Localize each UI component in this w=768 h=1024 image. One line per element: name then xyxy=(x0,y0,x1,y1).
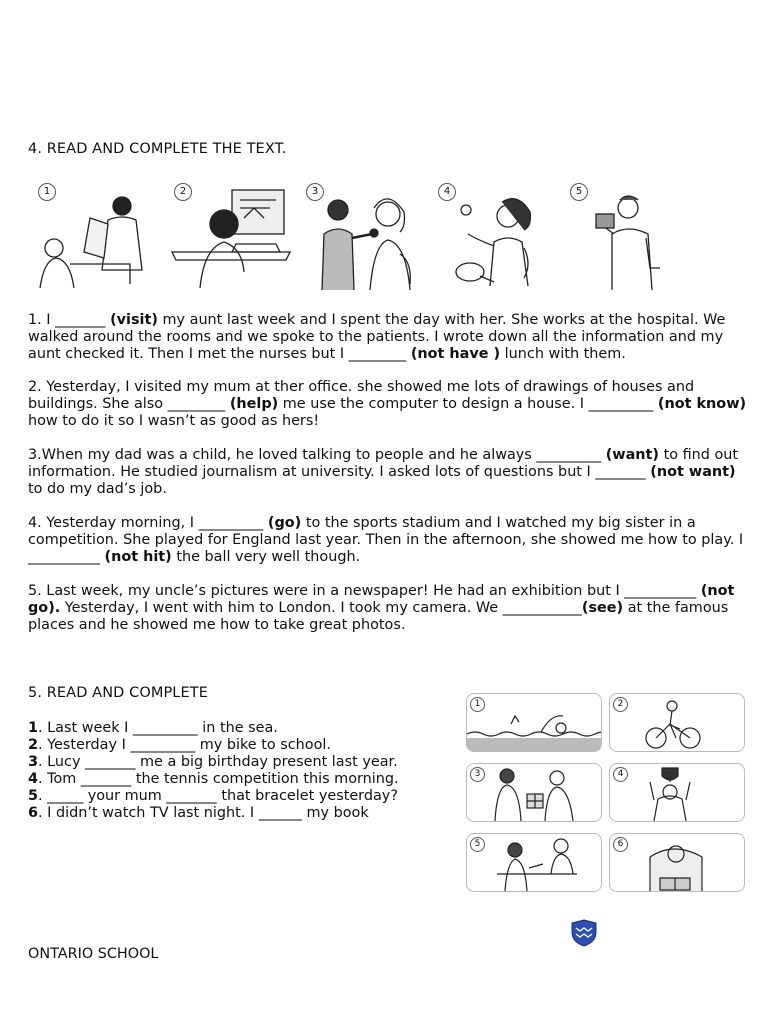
panel-3 xyxy=(466,763,602,822)
text-segment: 2. Yesterday, I visited my mum at ther office. she showed me lots of drawings of houses and buildings. She also ________ xyxy=(28,379,695,412)
verb-hint: (see) xyxy=(581,600,624,616)
panel-4 xyxy=(609,763,745,822)
panel-number: 6 xyxy=(613,837,628,852)
verb-hint: (not have ) xyxy=(410,346,501,362)
cyclist-icon xyxy=(610,694,744,751)
panel-2 xyxy=(609,693,745,752)
panel-number: 4 xyxy=(613,767,628,782)
panel-number: 2 xyxy=(613,697,628,712)
item-number: 4 xyxy=(28,771,39,787)
list-item xyxy=(28,720,399,737)
panel-number: 3 xyxy=(470,767,485,782)
verb-hint: (go) xyxy=(267,515,302,531)
item-text: . Last week I _________ in the sea. xyxy=(38,720,278,736)
swimmer-icon xyxy=(467,694,601,751)
verb-hint: (want) xyxy=(605,447,660,463)
picture-3 xyxy=(304,178,430,290)
picture-strip xyxy=(30,178,670,296)
bracelet-purchase-icon xyxy=(467,834,601,891)
item-number: 3 xyxy=(28,754,39,770)
picture-number: 1 xyxy=(38,183,56,201)
school-crest-icon xyxy=(569,918,599,948)
list-item xyxy=(28,737,399,754)
item-text: . Lucy _______ me a big birthday present last year. xyxy=(38,754,398,770)
reading-book-icon xyxy=(610,834,744,891)
paragraph-1 xyxy=(28,312,752,363)
panel-6 xyxy=(609,833,745,892)
text-segment: 4. Yesterday morning, I _________ xyxy=(28,515,268,531)
picture-number: 5 xyxy=(570,183,588,201)
text-segment: 5. Last week, my uncle’s pictures were in a newspaper! He had an exhibition but I __________ xyxy=(28,583,701,599)
list-item xyxy=(28,771,399,788)
text-segment: my aunt last week and I spent the day with her. She works at the hospital. We walked around the rooms and we spoke to the patients. I wrote down all the information and my aunt checked it. Then I met the nurses but I ________ xyxy=(28,312,726,362)
text-segment: 1. I _______ xyxy=(28,312,111,328)
item-text: . I didn’t watch TV last night. I ______ my book xyxy=(38,805,369,821)
verb-hint: (visit) xyxy=(110,312,158,328)
panel-1 xyxy=(466,693,602,752)
picture-5 xyxy=(568,178,668,290)
school-name: ONTARIO SCHOOL xyxy=(28,946,159,962)
text-segment: how to do it so I wasn’t as good as hers! xyxy=(28,413,320,429)
picture-1 xyxy=(30,178,160,290)
verb-hint: (not go). xyxy=(28,583,735,616)
paragraph-5 xyxy=(28,583,752,634)
text-segment: Yesterday, I went with him to London. I took my camera. We ___________ xyxy=(60,600,582,616)
paragraph-4 xyxy=(28,515,752,566)
picture-number: 4 xyxy=(438,183,456,201)
item-number: 1 xyxy=(28,720,39,736)
text-segment: the ball very well though. xyxy=(171,549,361,565)
item-number: 2 xyxy=(28,737,39,753)
text-segment: to the sports stadium and I watched my big sister in a competition. She played for England last year. Then in the afternoon, she showed me how to play. I __________ xyxy=(28,515,744,565)
section-5-heading: 5. READ AND COMPLETE xyxy=(28,685,208,701)
verb-hint: (not want) xyxy=(650,464,736,480)
item-text: . Tom _______ the tennis competition this morning. xyxy=(38,771,399,787)
paragraph-3 xyxy=(28,447,752,498)
picture-number: 3 xyxy=(306,183,324,201)
picture-4 xyxy=(436,178,562,290)
gift-giving-icon xyxy=(467,764,601,821)
list-item xyxy=(28,805,399,822)
list-item xyxy=(28,754,399,771)
exercise-list xyxy=(28,720,399,822)
picture-2 xyxy=(170,178,296,290)
panel-5 xyxy=(466,833,602,892)
verb-hint: (not hit) xyxy=(104,549,172,565)
text-segment: to find out information. He studied journalism at university. I asked lots of questions but I _______ xyxy=(28,447,739,480)
text-segment: 3.When my dad was a child, he loved talking to people and he always _________ xyxy=(28,447,606,463)
verb-hint: (not know) xyxy=(657,396,747,412)
list-item xyxy=(28,788,399,805)
paragraph-2 xyxy=(28,379,752,430)
picture-number: 2 xyxy=(174,183,192,201)
panel-number: 1 xyxy=(470,697,485,712)
item-number: 6 xyxy=(28,805,39,821)
panel-number: 5 xyxy=(470,837,485,852)
text-segment: at the famous places and he showed me how to take great photos. xyxy=(28,600,729,633)
trophy-winner-icon xyxy=(610,764,744,821)
verb-hint: (help) xyxy=(229,396,279,412)
text-segment: to do my dad’s job. xyxy=(28,481,167,497)
text-segment: lunch with them. xyxy=(500,346,626,362)
item-number: 5 xyxy=(28,788,39,804)
item-text: . Yesterday I _________ my bike to school. xyxy=(38,737,331,753)
text-segment: me use the computer to design a house. I _________ xyxy=(278,396,658,412)
item-text: . _____ your mum _______ that bracelet yesterday? xyxy=(38,788,398,804)
section-4-heading: 4. READ AND COMPLETE THE TEXT. xyxy=(28,141,287,157)
